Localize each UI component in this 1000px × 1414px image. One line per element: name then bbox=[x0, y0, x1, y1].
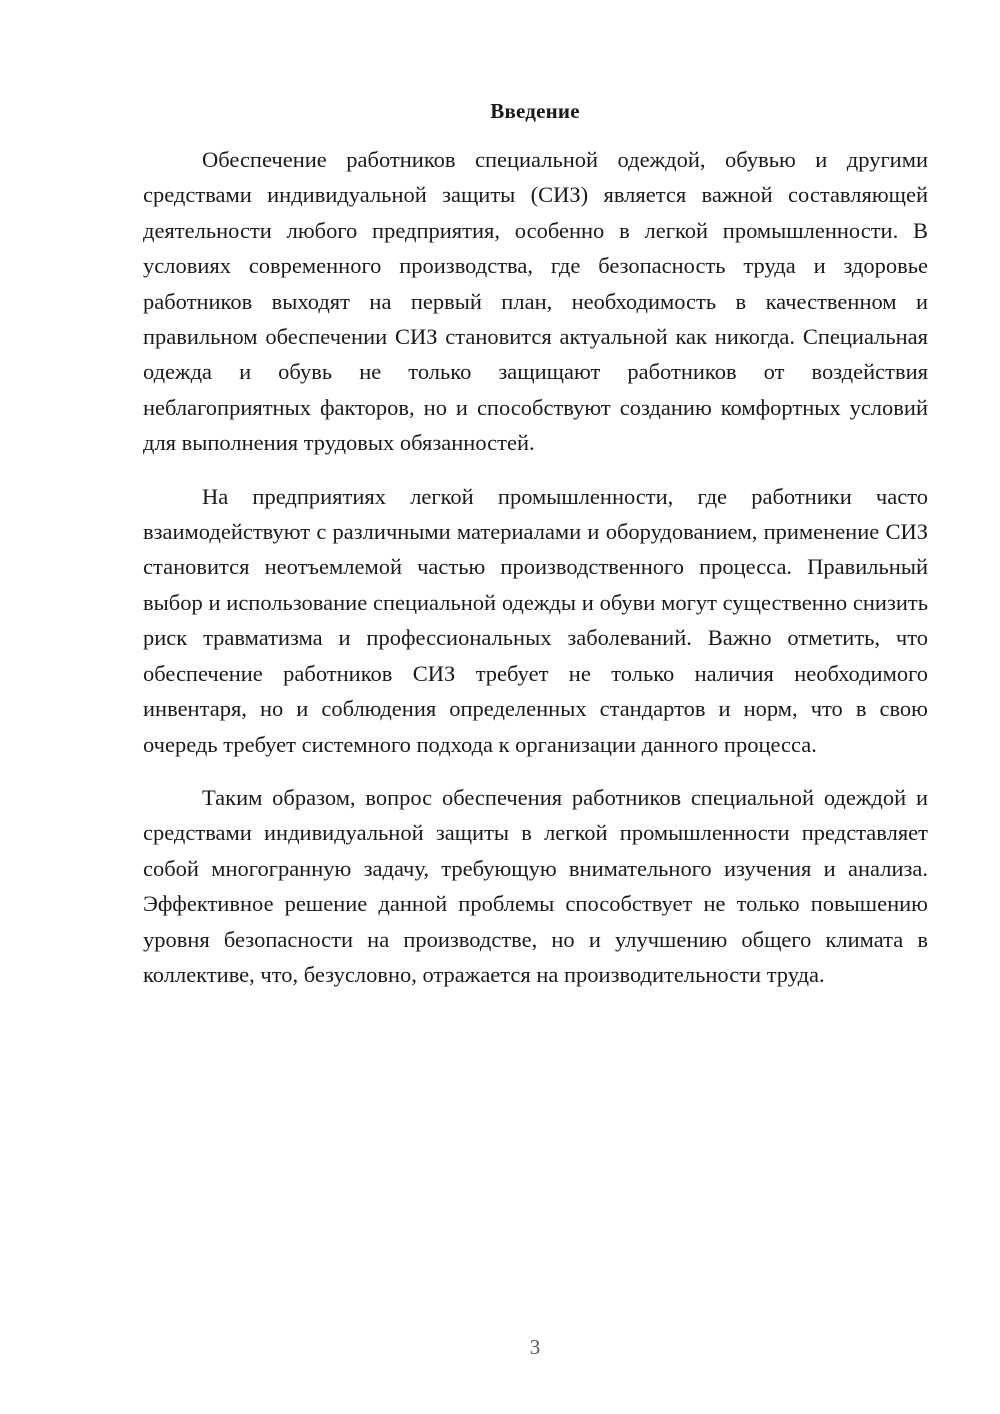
page-number: 3 bbox=[529, 1335, 541, 1359]
paragraph-2: На предприятиях легкой промышленности, где работники часто взаимодействуют с различными материалами и оборудованием, применение СИЗ становится неотъемлемой частью производственного процесса. Правильный выбор и использование специальной одежды и обуви могут существенно снизить риск травматизма и профессиональных заболеваний. Важно отметить, что обеспечение работников СИЗ требует не только наличия необходимого инвентаря, но и соблюдения определенных стандартов и норм, что в свою очередь требует системного подхода к организации данного процесса. bbox=[143, 483, 928, 757]
paragraph-3: Таким образом, вопрос обеспечения работников специальной одеждой и средствами индивидуальной защиты в легкой промышленности представляет собой многогранную задачу, требующую внимательного изучения и анализа. Эффективное решение данной проблемы способствует не только повышению уровня безопасности на производстве, но и улучшению общего климата в коллективе, что, безусловно, отражается на производительности труда. bbox=[143, 784, 928, 987]
body-text bbox=[143, 142, 928, 992]
paragraph-1: Обеспечение работников специальной одеждой, обувью и другими средствами индивидуальной защиты (СИЗ) является важной составляющей деятельности любого предприятия, особенно в легкой промышленности. В условиях современного производства, где безопасность труда и здоровье работников выходят на первый план, необходимость в качественном и правильном обеспечении СИЗ становится актуальной как никогда. Специальная одежда и обувь не только защищают работников от воздействия неблагоприятных факторов, но и способствуют созданию комфортных условий для выполнения трудовых обязанностей. bbox=[143, 147, 928, 456]
section-title: Введение bbox=[490, 99, 580, 123]
